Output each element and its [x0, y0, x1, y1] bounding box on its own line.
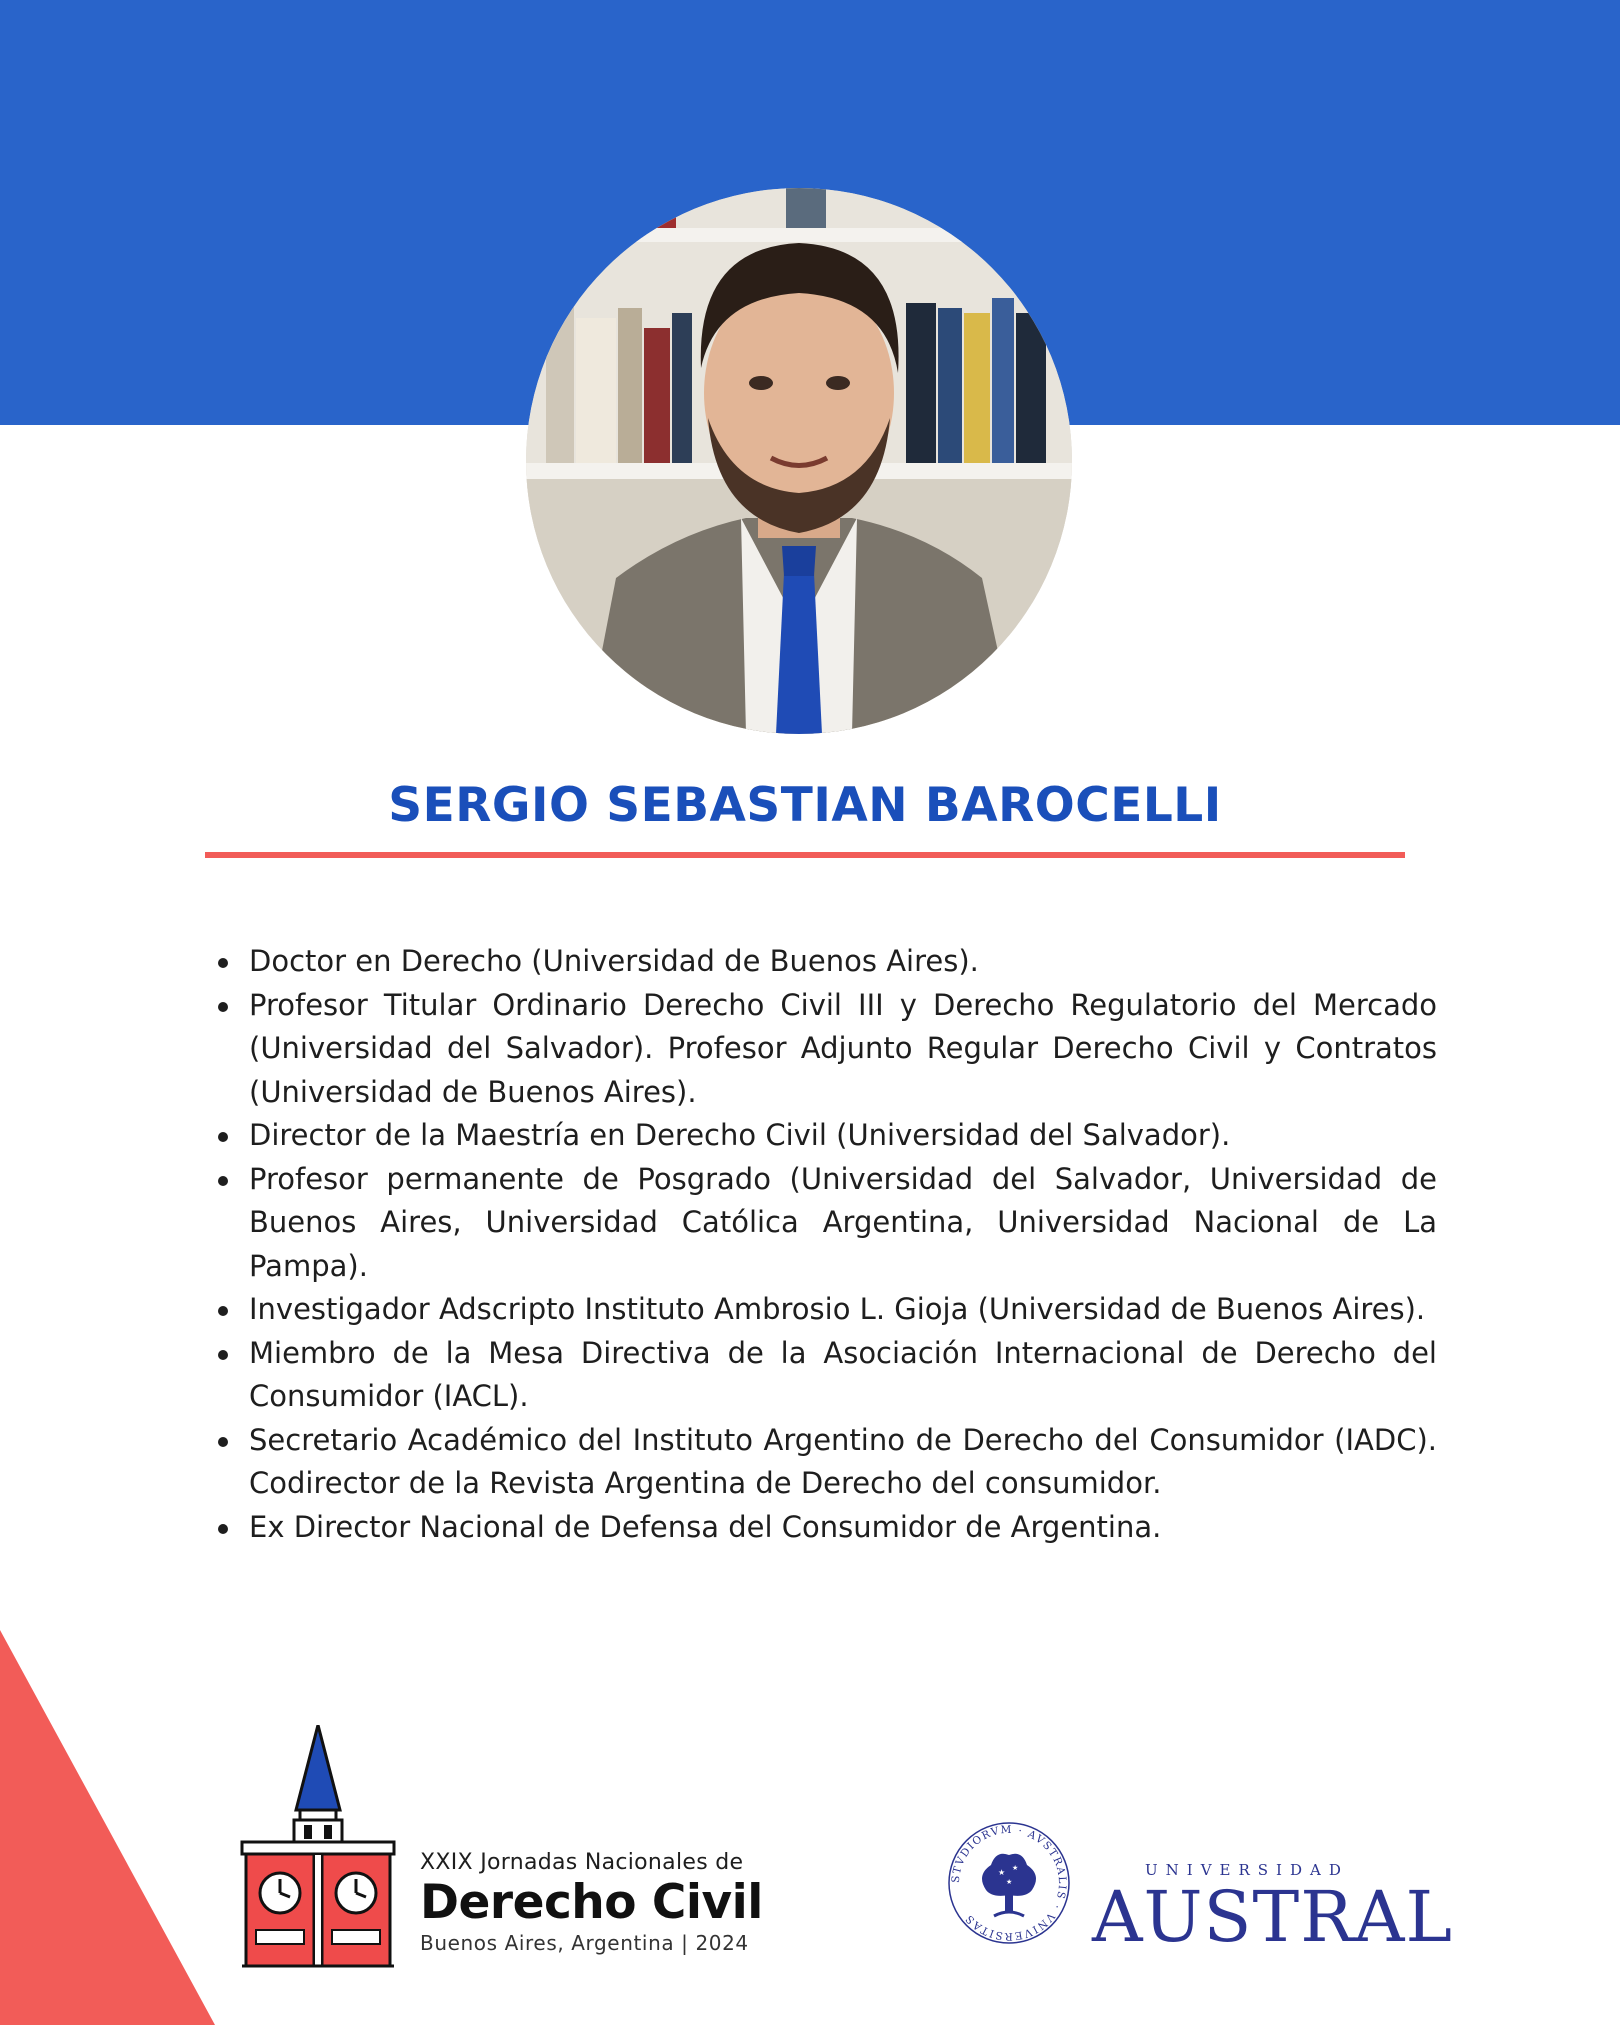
bio-item [249, 1332, 1437, 1419]
bullet-icon [218, 1306, 228, 1316]
bullet-icon [218, 1132, 228, 1142]
bio-item-text: Investigador Adscripto Instituto Ambrosio L. Gioja (Universidad de Buenos Aires). [249, 1292, 1426, 1326]
bullet-icon [218, 1524, 228, 1534]
corner-triangle-decoration [0, 1630, 215, 2025]
bio-item-text: Profesor permanente de Posgrado (Universidad del Salvador, Universidad de Buenos Aires, Universidad Católica Argentina, Universidad Nacional de La Pampa). [249, 1161, 1437, 1283]
speaker-name: SERGIO SEBASTIAN BAROCELLI [388, 778, 1222, 833]
bio-item-text: Ex Director Nacional de Defensa del Consumidor de Argentina. [249, 1509, 1162, 1544]
bio-item-text: Doctor en Derecho (Universidad de Buenos Aires). [249, 944, 979, 978]
bullet-icon [218, 958, 228, 968]
bullet-icon [218, 1176, 228, 1186]
seal-text: STVDIORVM · AVSTRALIS · VNIVERSITAS [949, 1823, 1069, 1943]
clock-tower-icon [238, 1725, 398, 1970]
bio-list [205, 940, 1437, 1549]
speaker-photo [526, 188, 1072, 734]
jornadas-line-2: Derecho Civil [420, 1875, 763, 1930]
svg-text:★: ★ [998, 1868, 1006, 1877]
bio-item-text: Profesor Titular Ordinario Derecho Civil III y Derecho Regulatorio del Mercado (Universidad del Salvador). Profesor Adjunto Regular Derecho Civil y Contratos (Universidad de Buenos Aires). [249, 987, 1437, 1109]
jornadas-line-1: XXIX Jornadas Nacionales de [420, 1850, 744, 1875]
bullet-icon [218, 1437, 228, 1447]
bio-item [249, 1419, 1437, 1506]
bullet-icon [218, 1002, 228, 1012]
bio-item [249, 1114, 1437, 1158]
bio-item [249, 1506, 1437, 1550]
title-underline [205, 852, 1405, 858]
austral-seal-icon [946, 1820, 1072, 1946]
austral-wordmark: AUSTRAL [1092, 1876, 1453, 1958]
jornadas-line-3: Buenos Aires, Argentina | 2024 [420, 1931, 749, 1955]
bio-item [249, 1288, 1437, 1332]
bullet-icon [218, 1350, 228, 1360]
jornadas-logo-text [420, 1850, 820, 1955]
bio-item [249, 940, 1437, 984]
bio-item-text: Director de la Maestría en Derecho Civil (Universidad del Salvador). [249, 1118, 1231, 1152]
austral-universidad-label: UNIVERSIDAD [1145, 1861, 1349, 1879]
bio-item-text: Secretario Académico del Instituto Argentino de Derecho del Consumidor (IADC). Codirector de la Revista Argentina de Derecho del consumidor. [249, 1422, 1437, 1500]
svg-text:★: ★ [1006, 1878, 1013, 1886]
bio-item-text: Miembro de la Mesa Directiva de la Asociación Internacional de Derecho del Consumidor (IACL). [249, 1335, 1437, 1413]
bio-item [249, 1158, 1437, 1289]
bio-item [249, 984, 1437, 1115]
svg-text:★: ★ [1012, 1864, 1019, 1872]
